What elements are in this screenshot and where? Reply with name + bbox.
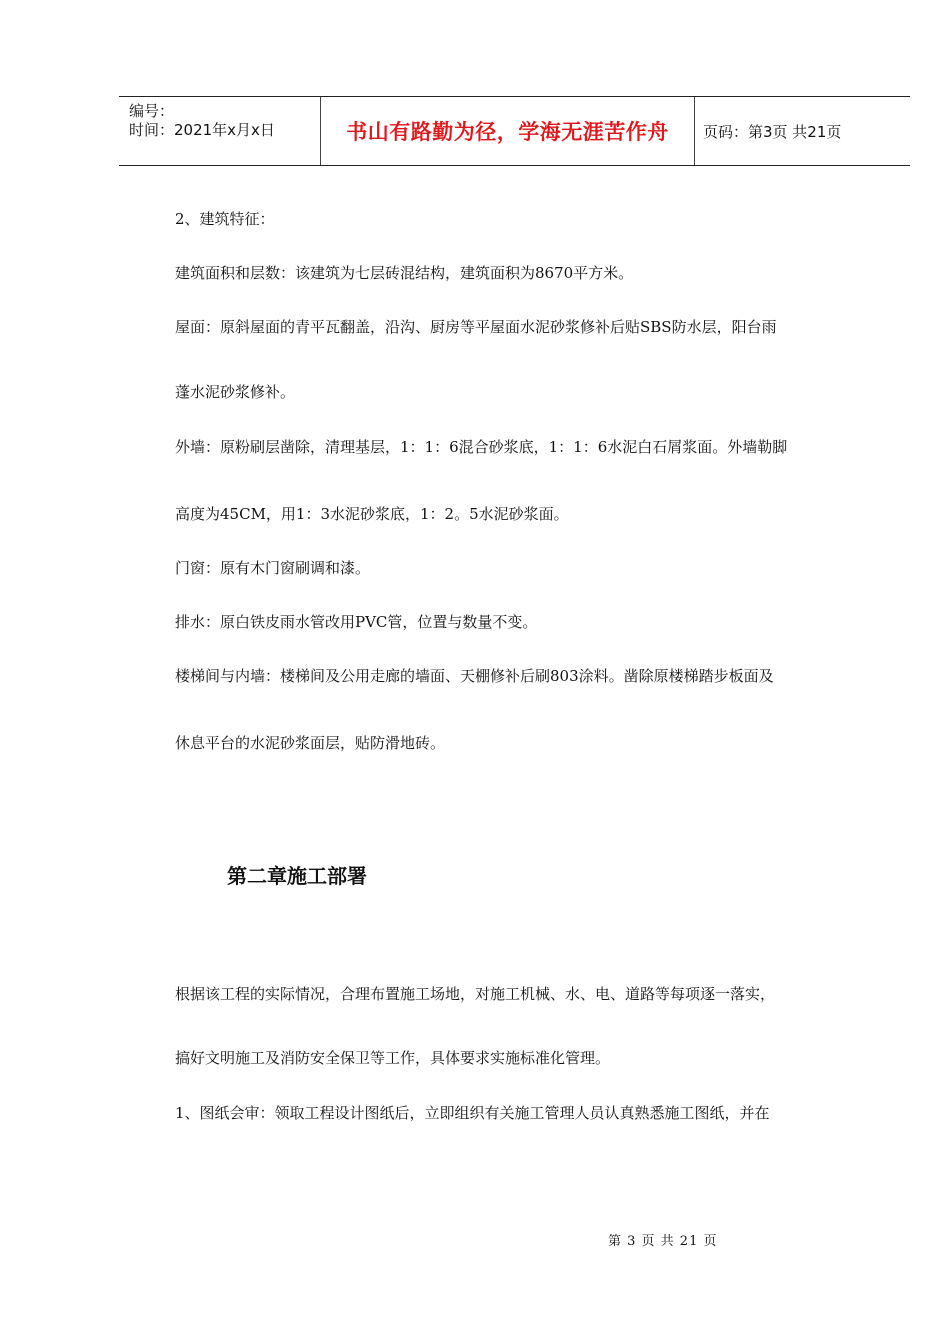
document-time-label: 时间：2021年x月x日 bbox=[129, 121, 275, 139]
paragraph-line: 建筑面积和层数：该建筑为七层砖混结构，建筑面积为8670平方米。 bbox=[175, 264, 634, 282]
chapter-title: 第二章施工部署 bbox=[227, 864, 367, 888]
paragraph-line: 楼梯间与内墙：楼梯间及公用走廊的墙面、天棚修补后刷803涂料。凿除原楼梯踏步板面及 bbox=[175, 667, 774, 685]
header-meta-cell bbox=[119, 97, 321, 165]
page-header bbox=[119, 96, 910, 166]
paragraph-line: 排水：原白铁皮雨水管改用PVC管，位置与数量不变。 bbox=[175, 613, 538, 631]
document-number-label: 编号： bbox=[129, 102, 175, 120]
paragraph-line: 搞好文明施工及消防安全保卫等工作，具体要求实施标准化管理。 bbox=[175, 1049, 611, 1067]
paragraph-line: 外墙：原粉刷层凿除，清理基层，1：1：6混合砂浆底，1：1：6水泥白石屑浆面。外墙勒脚 bbox=[175, 438, 788, 456]
paragraph-line: 高度为45CM，用1：3水泥砂浆底，1：2。5水泥砂浆面。 bbox=[175, 505, 569, 523]
paragraph-line: 根据该工程的实际情况，合理布置施工场地，对施工机械、水、电、道路等每项逐一落实， bbox=[175, 985, 776, 1003]
page-footer: 第 3 页 共 21 页 bbox=[608, 1234, 718, 1249]
page-code: 页码：第3页 共21页 bbox=[703, 122, 842, 141]
paragraph-line: 休息平台的水泥砂浆面层，贴防滑地砖。 bbox=[175, 734, 446, 752]
motto-text: 书山有路勤为径，学海无涯苦作舟 bbox=[346, 120, 669, 144]
header-motto-cell bbox=[321, 97, 695, 165]
paragraph-line: 蓬水泥砂浆修补。 bbox=[175, 383, 296, 401]
paragraph-line: 屋面：原斜屋面的青平瓦翻盖，沿沟、厨房等平屋面水泥砂浆修补后贴SBS防水层，阳台雨 bbox=[175, 318, 777, 336]
paragraph-line: 2、建筑特征： bbox=[175, 210, 275, 228]
paragraph-line: 门窗：原有木门窗刷调和漆。 bbox=[175, 559, 371, 577]
paragraph-line: 1、图纸会审：领取工程设计图纸后，立即组织有关施工管理人员认真熟悉施工图纸，并在 bbox=[175, 1104, 770, 1122]
header-page-cell bbox=[695, 97, 910, 165]
